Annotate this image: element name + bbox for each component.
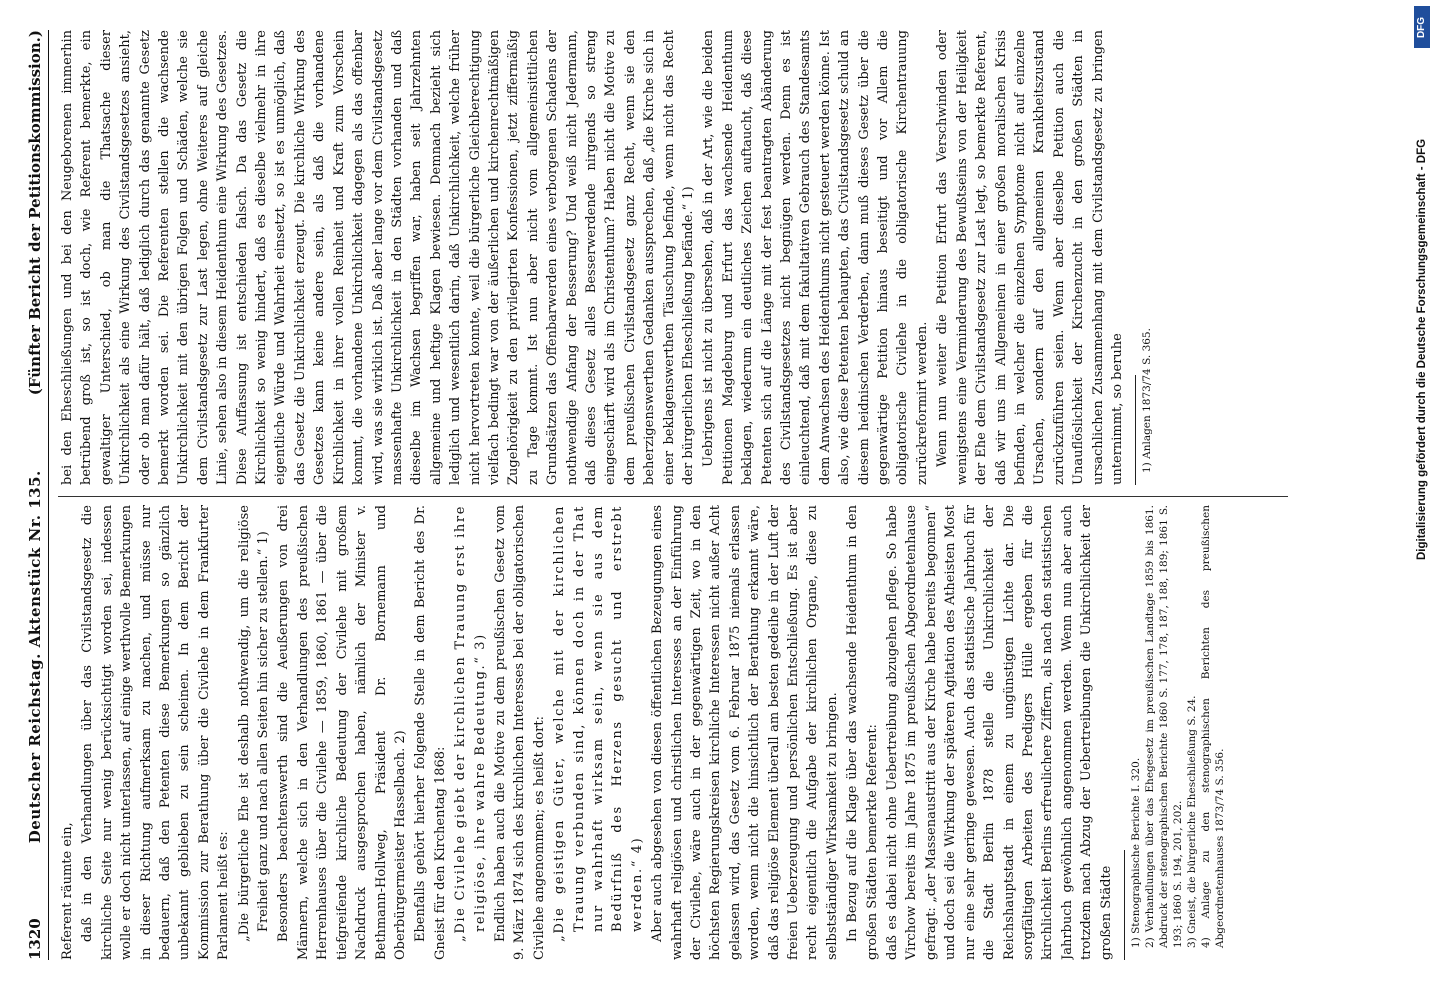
dfg-logo-text: DFG — [1416, 16, 1428, 38]
paragraph: Aber auch abgesehen von diesen öffentlichen Bezeugungen eines wahrhaft religiösen und christlichen Interesses an der Einführung der Civilehe, wäre auch in der gegenwärtigen Zeit, wo in den höchsten Regierungskreisen kirchliche Interessen nicht außer Acht gelassen wird, das Gesetz vom 6. Februar 1875 niemals erlassen worden, wenn nicht die hinsichtlich der Berathung erkannt wäre, daß das religiöse Element überall am besten gedeihe in der Luft der freien Ueberzeugung und persönlichen Entschließung. Es ist aber recht eigentlich die Aufgabe der kirchlichen Organe, diese zu selbstständiger Wirksamkeit zu bringen. — [650, 505, 840, 960]
paragraph: Besonders beachtenswerth sind die Aeußerungen von drei Männern, welche sich in den Verhandlungen des preußischen Herrenhauses über die Civilehe — 1859, 1860, 1861 — über die tiefgreifende kirchliche Bedeutung der Civilehe mit großem Nachdruck ausgesprochen haben, nämlich der Minister v. Bethmann-Hollweg, Präsident Dr. Bornemann und Oberbürgermeister Hasselbach. 2) — [276, 505, 408, 960]
paragraph: Endlich haben auch die Motive zu dem preußischen Gesetz vom 9. März 1874 sich des kirchlichen Interesses bei der obligatorischen Civilehe angenommen; es heißt dort: — [492, 505, 547, 960]
quotation: „Die geistigen Güter, welche mit der kirchlichen Trauung verbunden sind, können doch in der That nur wahrhaft wirksam sein, wenn sie aus dem Bedürfniß des Herzens gesucht und erstrebt werden.“ 4) — [552, 505, 645, 942]
quotation: „Die Civilehe giebt der kirchlichen Trauung erst ihre religiöse, ihre wahre Bedeutung.“ 3) — [453, 505, 488, 942]
footnote: 1) Anlagen 1873/74 S. 365. — [1141, 328, 1154, 473]
section-title: (Fünfter Bericht der Petitionskommission.) — [26, 30, 44, 396]
footnote: 3) Gneist, die bürgerliche Eheschließung S. 24. — [1185, 695, 1198, 948]
page-number: 1320 — [26, 918, 44, 960]
left-column — [58, 505, 1358, 960]
footnote: 2) Verhandlungen über das Ehegesetz im preußischen Landtage 1859 bis 1861. Abdruck der stenographischen Berichte 1860 S. 177, 178, 187, 188, 189; 1861 S. 193; 1860 S. 194, 201, 202. — [1143, 505, 1184, 948]
footnote: 1) Stenographische Berichte I. 320. — [1129, 757, 1142, 948]
paragraph: bei den Eheschließungen und bei den Neugeborenen immerhin betrübend groß ist, so ist doch, wie Referent bemerkte, ein gewaltiger Unterschied, ob man die Thatsache dieser Unkirchlichkeit als eine Wirkung des Civilstandsgesetzes ansieht, oder ob man dafür hält, daß lediglich durch das genannte Gesetz bemerkt worden sei. Die Referenten stellen die wachsende Unkirchlichkeit mit den übrigen Folgen und Schäden, welche sie dem Civilstandsgesetz zur Last legen, ohne Weiteres auf gleiche Linie, sehen also in diesem Heidenthum eine Wirkung des Gesetzes. Diese Auffassung ist entschieden falsch. Da das Gesetz die Kirchlichkeit so wenig hindert, daß es dieselbe vielmehr in ihre eigentliche Würde und Wahrheit einsetzt, so ist es unmöglich, daß das Gesetz die Unkirchlichkeit erzeugt. Die kirchliche Wirkung des Gesetzes kann keine andere sein, als daß die vorhandene Kirchlichkeit in ihrer vollen Reinheit und Kraft zum Vorschein kommt, die vorhandene Unkirchlichkeit dagegen als das offenbar wird, was sie wirklich ist. Daß aber lange vor dem Civilstandsgesetz massenhafte Unkirchlichkeit in den Städten vorhanden und daß dieselbe im Wachsen begriffen war, haben seit Jahrzehnten allgemeine und heftige Klagen bewiesen. Demnach bezieht sich lediglich und wesentlich darin, daß Unkirchlichkeit, welche früher nicht hervortreten konnte, weil die bürgerliche Gleichberechtigung vielfach bedingt war von der äußerlichen und kirchenrechtmäßigen Zugehörigkeit zu den privilegirten Konfessionen, jetzt ziffermäßig zu Tage kommt. Ist nun aber nicht vom allgemeinsittlichen Grundsätzen das Offenbarwerden eines verborgenen Schadens der nothwendige Anfang der Besserung? Und weiß nicht Jedermann, daß dieses Gesetz alles Besserwerdende nirgends so streng eingeschärft wird als im Christenthum? Haben nicht die Motive zu dem preußischen Civilstandsgesetz ganz Recht, wenn sie den beherzigenswerthen Gedanken aussprechen, daß „die Kirche sich in einer beklagenswerthen Täuschung befinde, wenn nicht das Recht der bürgerlichen Eheschließung befände.“ 1) — [60, 30, 696, 485]
quotation: „Die bürgerliche Ehe ist deshalb nothwendig, um die religiöse Freiheit ganz und nach allen Seiten hin sicher zu stellen.“ 1) — [236, 505, 272, 942]
paragraph: In Bezug auf die Klage über das wachsende Heidenthum in den großen Städten bemerkte Referent: — [845, 505, 880, 960]
right-column — [58, 30, 1358, 485]
dfg-logo — [1414, 6, 1430, 48]
paragraph: daß es dabei nicht ohne Uebertreibung abzugehen pflege. So habe Virchow bereits im Jahre 1875 im preußischen Abgeordnetenhause gefragt: „der Massenaustritt aus der Kirche habe bereits begonnen“ und doch sei die Wirkung der späteren Agitation des Atheisten Most nur eine sehr geringe gewesen. Auch das statistische Jahrbuch für die Stadt Berlin 1878 stelle die Unkirchlichkeit der Reichshauptstadt in einem zu ungünstigen Lichte dar. Die sorgfältigen Arbeiten des Predigers Hülle ergeben für die kirchlichkeit Berlins erfreulichere Ziffern, als nach den statistischen Jahrbuch gewöhnlich angenommen werden. Wenn nun aber auch trotzdem nach Abzug der Uebertreibungen die Unkirchlichkeit der großen Städte — [885, 505, 1114, 960]
funding-notice: Digitalisierung gefördert durch die Deutsche Forschungsgemeinschaft - DFG — [1416, 138, 1428, 560]
paragraph: daß in den Verhandlungen über das Civilstandsgesetz die kirchliche Seite nur wenig berücksichtigt worden sei, indessen wolle er doch nicht unterlassen, auf einige werthvolle Bemerkungen in dieser Richtung aufmerksam zu machen, und müsse nur bedauern, daß den Petenten diese Bemerkungen so gänzlich unbekannt geblieben zu sein scheinen. In dem Bericht der Kommission zur Berathung über die Civilehe in dem Frankfurter Parlament heißt es: — [80, 505, 232, 960]
page-header — [14, 30, 49, 960]
paragraph: Uebrigens ist nicht zu übersehen, daß in der Art, wie die beiden Petitionen Magdeburg und Erfurt das wachsende Heidenthum beklagen, wiederum ein deutliches Zeichen auftaucht, daß diese Petenten sich auf die Länge mit der fest beantragten Abänderung des Civilstandsgesetzes nicht begnügen werden. Denn es ist einleuchtend, daß mit dem fakultativen Gebrauch des Standesamts dem Anwachsen des Heidenthums nicht gesteuert werden könne. Ist also, wie diese Petenten behaupten, das Civilstandsgesetz schuld an diesem heidnischen Verderben, dann muß dieses Gesetz über die gegenwärtige Petition hinaus beseitigt und vor Allem die obligatorische Civilehe in die obligatorische Kirchentrauung zurückreformirt werden. — [701, 30, 930, 485]
column-divider — [58, 496, 1288, 497]
paragraph: Wenn nun weiter die Petition Erfurt das Verschwinden oder wenigstens eine Verminderung des Bewußtseins von der Heiligkeit der Ehe dem Civilstandsgesetz zur Last legt, so bemerkte Referent, daß wir uns im Allgemeinen in einer großen moralischen Krisis befinden, in welcher die einzelnen Symptome nicht auf einzelne Ursachen, sondern auf den allgemeinen Krankheitszustand zurückzuführen seien. Wenn aber dieselbe Petition auch die Unauflöslichkeit der Kirchenzucht in den großen Städten in ursachlichen Zusammenhang mit dem Civilstandsgesetz zu bringen unternimmt, so beruhe — [935, 30, 1125, 485]
paragraph: Ebenfalls gehört hierher folgende Stelle in dem Bericht des Dr. Gneist für den Kirchentag 1868: — [413, 505, 448, 960]
footnote: 4) Anlage zu den stenographischen Berichten des preußischen Abgeordnetenhauses 1873/74 S. 356. — [1199, 505, 1226, 948]
paragraph: Referent räumte ein, — [60, 822, 75, 960]
footnote-rule — [1135, 375, 1136, 485]
footnote-rule — [1124, 850, 1125, 960]
running-title: Deutscher Reichstag. Aktenstück Nr. 135. — [26, 470, 44, 844]
digitization-sidebar — [1398, 0, 1432, 1000]
